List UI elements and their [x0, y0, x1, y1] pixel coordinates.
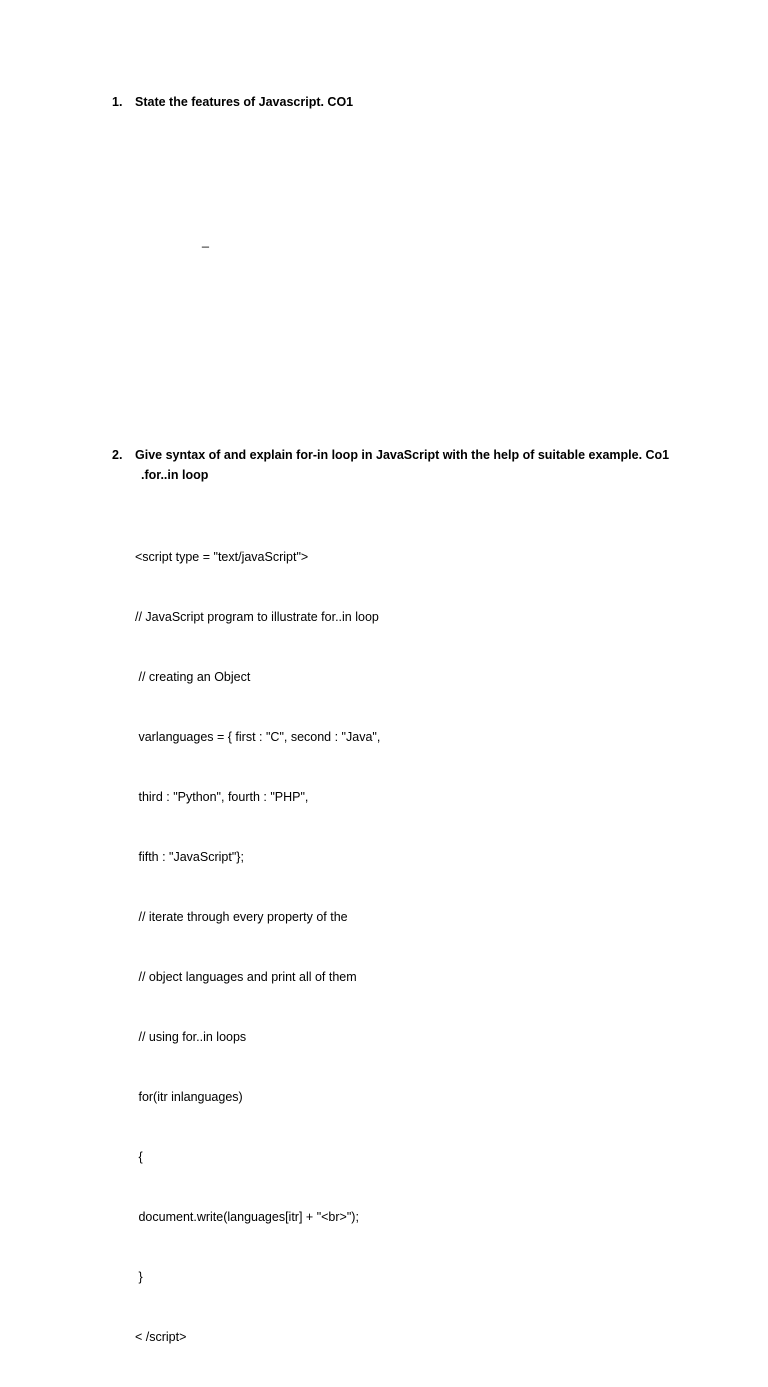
code-line: fifth : "JavaScript"};	[135, 850, 244, 864]
code-line: }	[135, 1270, 143, 1284]
code-line: document.write(languages[itr] + "<br>");	[135, 1210, 359, 1224]
code-line: varlanguages = { first : "C", second : "Java",	[135, 730, 381, 744]
code-line: // iterate through every property of the	[135, 910, 348, 924]
question-2-subheading: .for..in loop	[141, 468, 209, 482]
code-line: < /script>	[135, 1330, 187, 1344]
code-line: <script type = "text/javaScript">	[135, 550, 309, 564]
code-line: // creating an Object	[135, 670, 251, 684]
code-line: // object languages and print all of them	[135, 970, 357, 984]
question-2-number: 2.	[112, 448, 123, 462]
code-example	[135, 507, 380, 1387]
code-line: third : "Python", fourth : "PHP",	[135, 790, 309, 804]
stray-mark: _	[202, 234, 209, 248]
question-2-text: Give syntax of and explain for-in loop in JavaScript with the help of suitable example. Co1	[135, 448, 670, 462]
code-line: {	[135, 1150, 143, 1164]
question-1-number: 1.	[112, 95, 123, 109]
code-line: // using for..in loops	[135, 1030, 247, 1044]
code-line: for(itr inlanguages)	[135, 1090, 243, 1104]
code-line: // JavaScript program to illustrate for..in loop	[135, 610, 379, 624]
question-1-text: State the features of Javascript. CO1	[135, 95, 354, 109]
